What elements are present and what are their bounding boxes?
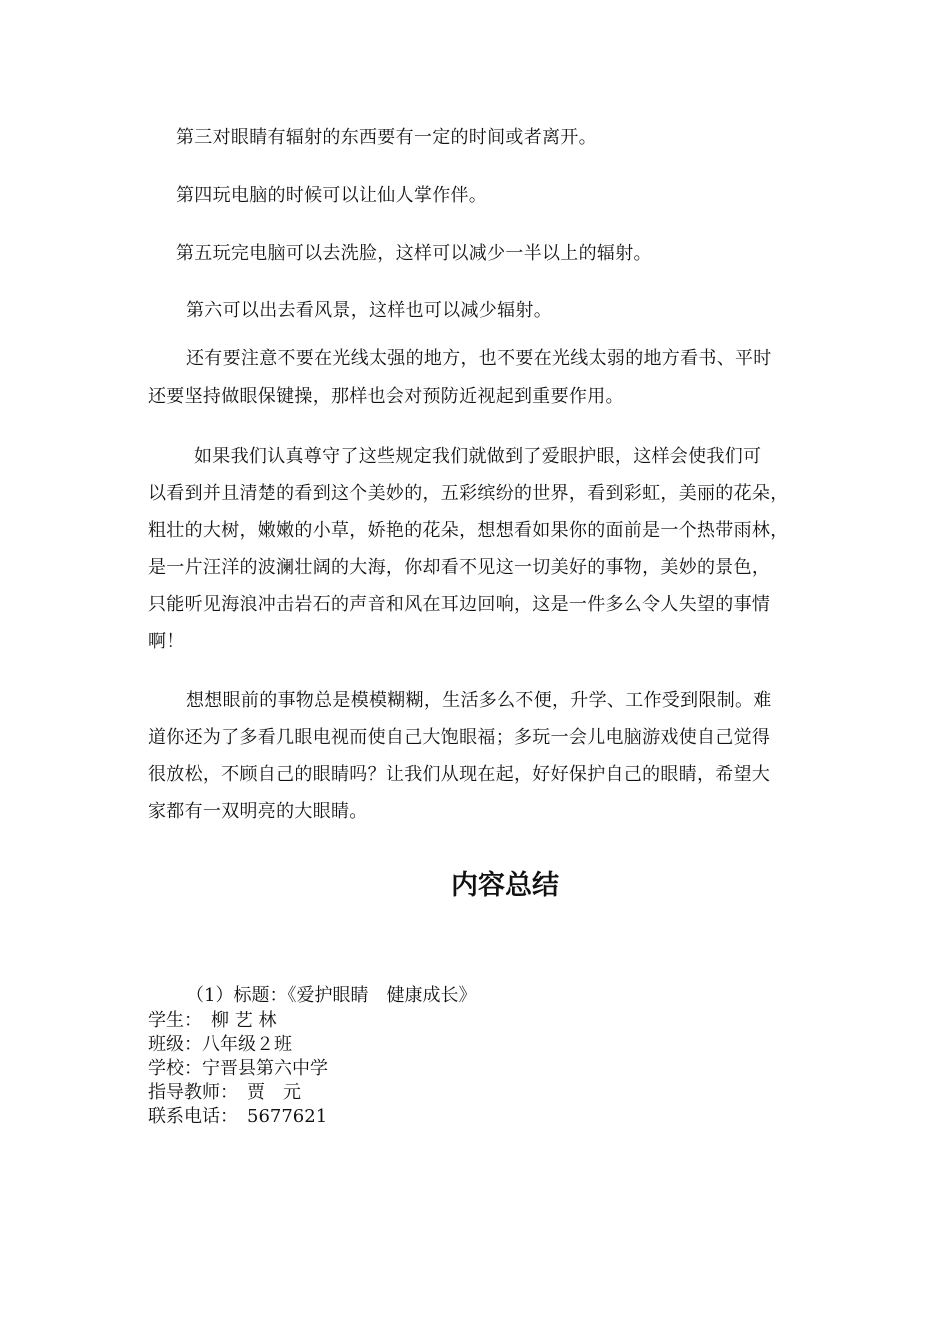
paragraph-line: 还要坚持做眼保键操，那样也会对预防近视起到重要作用。 (148, 386, 624, 407)
section-heading: 内容总结 (451, 870, 559, 901)
paragraph-line: 想想眼前的事物总是模模糊糊，生活多么不便，升学、工作受到限制。难 (186, 690, 772, 711)
paragraph-line: 以看到并且清楚的看到这个美妙的，五彩缤纷的世界，看到彩虹，美丽的花朵， (148, 483, 789, 504)
summary-title-line: （1）标题：《爱护眼睛 健康成长》 (186, 985, 477, 1006)
paragraph-line: 很放松，不顾自己的眼睛吗？让我们从现在起，好好保护自己的眼睛，希望大 (148, 764, 771, 785)
paragraph-line: 啊！ (148, 631, 185, 652)
paragraph-line: 第三对眼睛有辐射的东西要有一定的时间或者离开。 (176, 127, 597, 148)
paragraph-line: 还有要注意不要在光线太强的地方，也不要在光线太弱的地方看书、平时 (186, 348, 772, 369)
paragraph-line: 第五玩完电脑可以去洗脸，这样可以减少一半以上的辐射。 (176, 243, 652, 264)
student-name: 学生： 柳 艺 林 (148, 1010, 277, 1031)
paragraph-line: 是一片汪洋的波澜壮阔的大海，你却看不见这一切美好的事物，美妙的景色， (148, 557, 771, 578)
paragraph-line: 粗壮的大树，嫩嫩的小草，娇艳的花朵，想想看如果你的面前是一个热带雨林， (148, 520, 789, 541)
paragraph-line: 只能听见海浪冲击岩石的声音和风在耳边回响，这是一件多么令人失望的事情 (148, 594, 771, 615)
paragraph-line: 家都有一双明亮的大眼睛。 (148, 801, 368, 822)
class-info: 班级：八年级２班 (148, 1034, 292, 1055)
paragraph-line: 如果我们认真尊守了这些规定我们就做到了爱眼护眼，这样会使我们可 (194, 446, 762, 467)
teacher-info: 指导教师： 贾 元 (148, 1082, 301, 1103)
school-info: 学校：宁晋县第六中学 (148, 1058, 328, 1079)
paragraph-line: 第六可以出去看风景，这样也可以减少辐射。 (186, 300, 552, 321)
phone-info: 联系电话： 5677621 (148, 1106, 328, 1127)
paragraph-line: 第四玩电脑的时候可以让仙人掌作伴。 (176, 185, 488, 206)
paragraph-line: 道你还为了多看几眼电视而使自己大饱眼福；多玩一会儿电脑游戏使自己觉得 (148, 727, 771, 748)
